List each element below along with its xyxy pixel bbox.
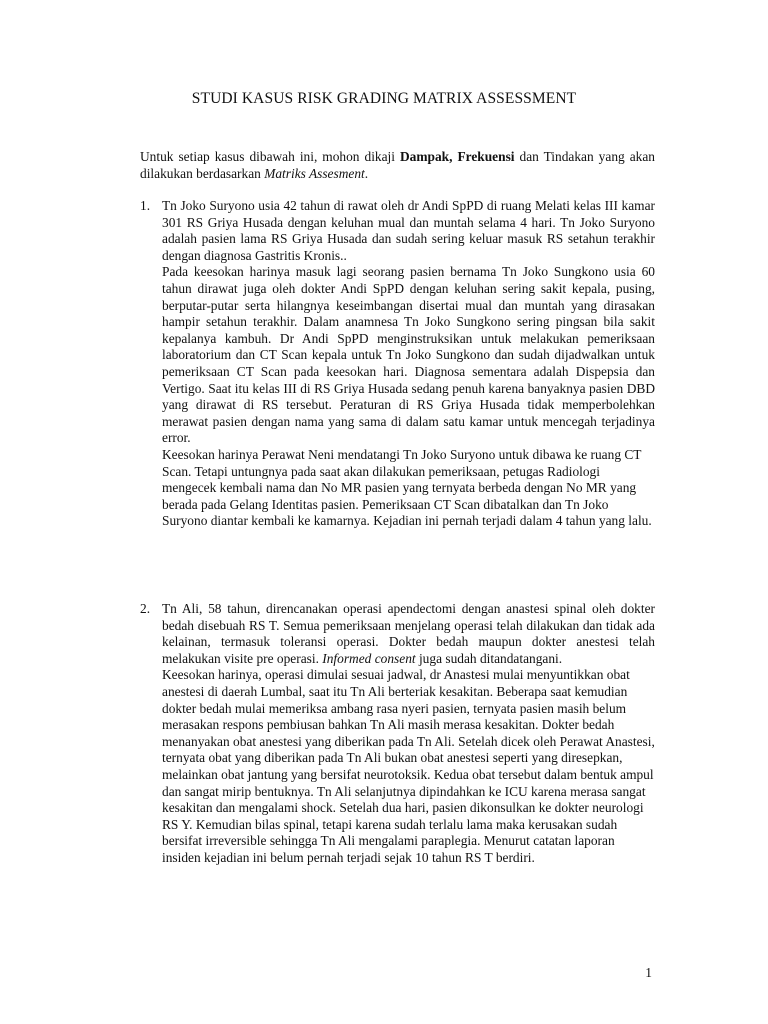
case-body	[162, 601, 655, 867]
case-text: juga sudah ditandatangani.	[415, 650, 563, 666]
page-number: 1	[645, 965, 652, 980]
case-paragraph: Pada keesokan harinya masuk lagi seorang pasien bernama Tn Joko Sungkono usia 60 tahun dirawat juga oleh dokter Andi SpPD dengan keluhan sering sakit kepala, pusing, berputar-putar serta hilangnya keseimbangan disertai mual dan muntah yang dirasakan hampir setahun terakhir. Dalam anamnesa Tn Joko Sungkono sering pingsan bila sakit kepalanya kambuh. Dr Andi SpPD menginstruksikan untuk melakukan pemeriksaan laboratorium dan CT Scan kepala untuk Tn Joko Sungkono dan sudah dijadwalkan untuk pemeriksaan CT Scan pada keesokan hari. Diagnosa sementara adalah Dispepsia dan Vertigo. Saat itu kelas III di RS Griya Husada sedang penuh karena banyaknya pasien DBD yang dirawat di RS tersebut. Peraturan di RS Griya Husada tidak memperbolehkan merawat pasien dengan nama yang sama di dalam satu kamar untuk mencegah terjadinya error.	[162, 264, 655, 446]
case-text: Tn Ali, 58 tahun, direncanakan operasi apendectomi dengan anastesi spinal oleh dokter bedah disebuah RS T. Semua pemeriksaan menjelang operasi telah dilakukan dan tidak ada kelainan, termasuk toleransi operasi. Dokter bedah maupun dokter anestesi telah melakukan visite pre operasi.	[162, 601, 655, 666]
case-italic-text: Informed consent	[322, 650, 416, 666]
intro-text-1: Untuk setiap kasus dibawah ini, mohon dikaji	[140, 149, 400, 164]
intro-text-2: dan Tindakan yang akan dilakukan berdasarkan	[140, 149, 655, 181]
case-number: 2.	[140, 601, 151, 616]
intro-bold-text: Dampak, Frekuensi	[400, 149, 515, 164]
intro-paragraph	[140, 149, 655, 182]
case-paragraph: Keesokan harinya Perawat Neni mendatangi Tn Joko Suryono untuk dibawa ke ruang CT Scan. Tetapi untungnya pada saat akan dilakukan pemeriksaan, petugas Radiologi mengecek kembali nama dan No MR pasien yang ternyata berbeda dengan No MR yang berada pada Gelang Identitas pasien. Pemeriksaan CT Scan dibatalkan dan Tn Joko Suryono diantar kembali ke kamarnya. Kejadian ini pernah terjadi dalam 4 tahun yang lalu.	[162, 446, 652, 529]
case-number: 1.	[140, 198, 151, 213]
intro-italic-text: Matriks Assesment	[264, 165, 365, 181]
document-title: STUDI KASUS RISK GRADING MATRIX ASSESSMENT	[191, 90, 577, 107]
case-paragraph	[162, 601, 655, 667]
case-paragraph: Tn Joko Suryono usia 42 tahun di rawat oleh dr Andi SpPD di ruang Melati kelas III kamar 301 RS Griya Husada dengan keluhan mual dan muntah selama 4 hari. Tn Joko Suryono adalah pasien lama RS Griya Husada dan sudah sering keluar masuk RS setahun terakhir dengan diagnosa Gastritis Kronis..	[162, 198, 655, 263]
intro-text-3: .	[364, 165, 369, 181]
case-paragraph: Keesokan harinya, operasi dimulai sesuai jadwal, dr Anastesi mulai menyuntikkan obat anestesi di daerah Lumbal, saat itu Tn Ali berteriak kesakitan. Beberapa saat kemudian dokter bedah mulai memeriksa ambang rasa nyeri pasien, ternyata pasien masih belum merasakan respons pembiusan bahkan Tn Ali masih merasa kesakitan. Dokter bedah menanyakan obat anestesi yang diberikan pada Tn Ali. Setelah dicek oleh Perawat Anastesi, ternyata obat yang diberikan pada Tn Ali bukan obat anestesi seperti yang diresepkan, melainkan obat jantung yang bersifat neurotoksik. Kedua obat tersebut dalam bentuk ampul dan sangat mirip bentuknya. Tn Ali selanjutnya dipindahkan ke ICU karena merasa sangat kesakitan dan mengalami shock. Setelah dua hari, pasien dikonsulkan ke dokter neurologi RS Y. Kemudian bilas spinal, tetapi karena sudah terlalu lama maka kerusakan sudah bersifat irreversible sehingga Tn Ali mengalami paraplegia. Menurut catatan laporan insiden kejadian ini belum pernah terjadi sejak 10 tahun RS T berdiri.	[162, 667, 655, 865]
case-body	[162, 198, 655, 530]
